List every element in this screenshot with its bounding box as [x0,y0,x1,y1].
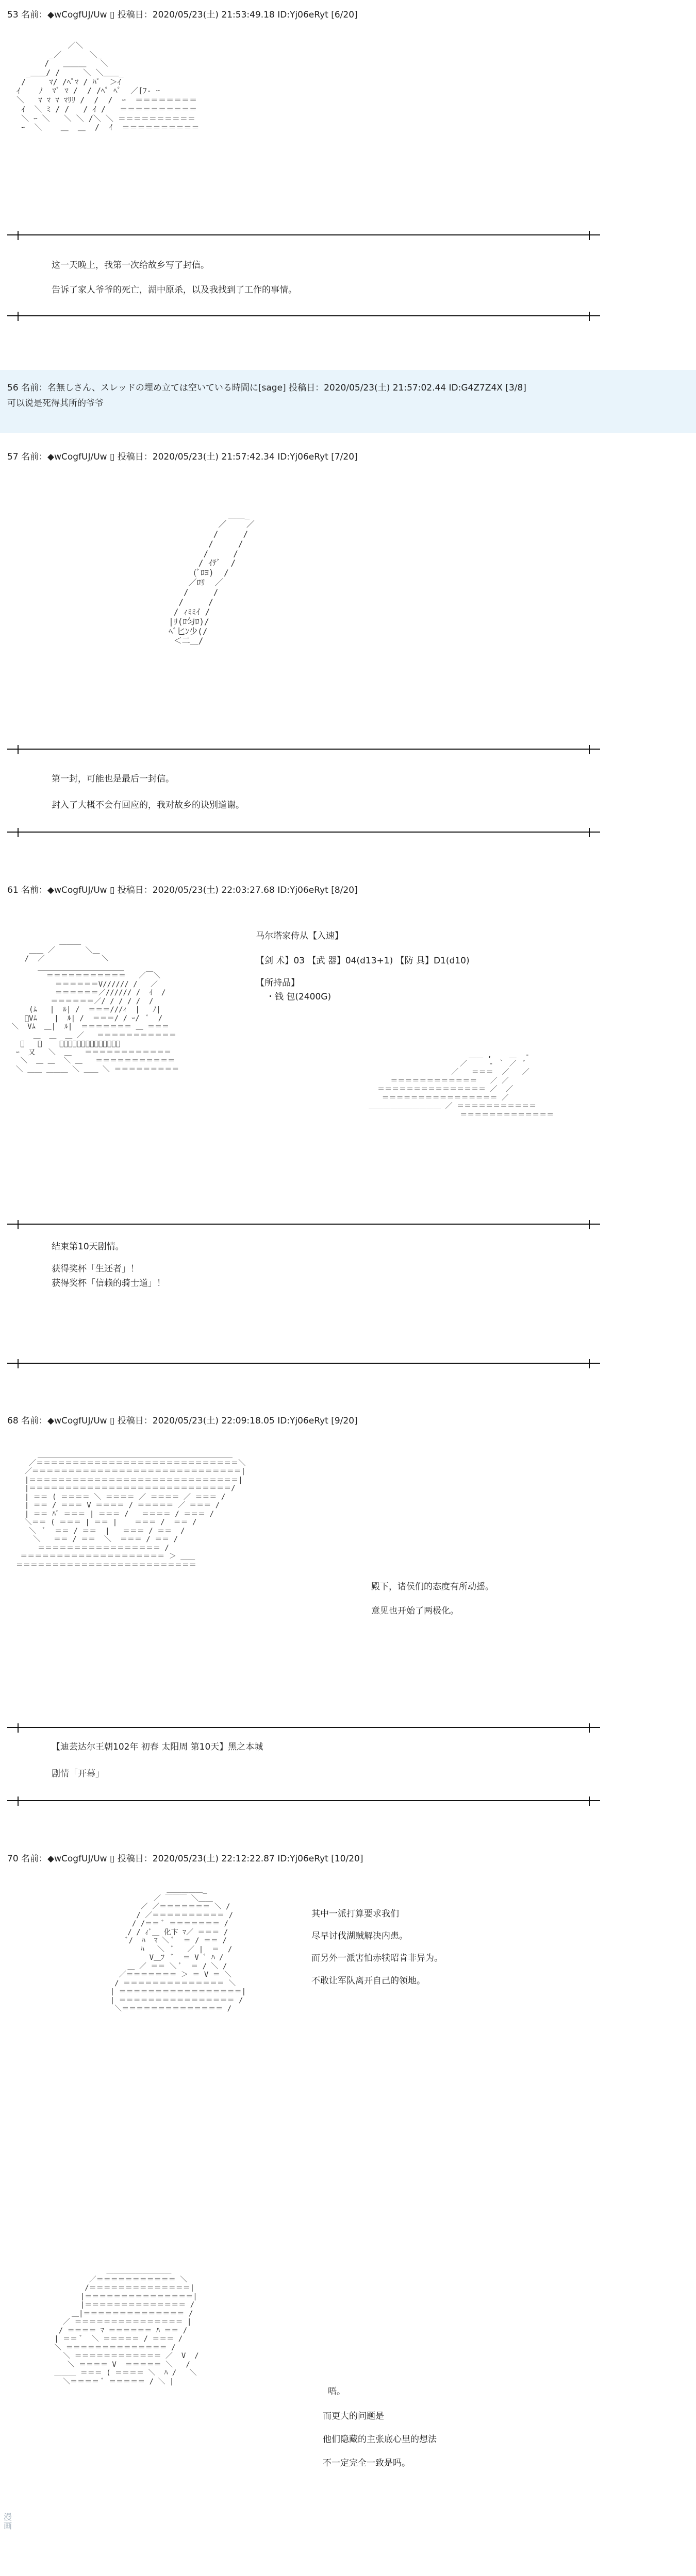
divider [7,1363,600,1364]
ascii-art-figure: ／＼ _／ ＼_ / ＿＿＿ ＼ _＿＿/ / ＼ ＼＿＿_ / ﾏ/ /ﾍﾟﾏ / ﾊﾟ ＞ｲ ｲ ﾉ ﾏﾞ ﾏ / / /ﾍﾟ ﾍﾟ ／[ﾌ- ｰ ＼ ﾏ ﾏ ﾏ ﾏﾘﾘ / / / ｰ ＝＝＝＝＝＝＝＝ ｲ ＼ ﾐ / / / ｲ / ＝＝＝＝＝＝＝＝＝＝ ＼ ｰ ＼ ＼ ＼ /＼ ＼ ＝＝＝＝＝＝＝＝＝＝ ｰ ＼ ＿ ＿ / ｲ ＝＝＝＝＝＝＝＝＝＝ [16,41,200,132]
post-header: 70 名前：◆wCogfUJ/Uw ▯ 投稿日：2020/05/23(土) 22:12:22.87 ID:Yj06eRyt [10/20] [7,1854,363,1864]
post-line: 剧情「开幕」 [52,1769,104,1779]
post-line: 获得奖杯「生还者」！ [52,1264,139,1274]
ascii-art-letter: ＿＿_ ／ ／ / / / / / / / ｲﾃﾞ / (ﾞﾛﾖ) / ／ﾛﾘ ／ / / / / / ｨﾐﾐｲ / |ﾘ(ﾛ匀ﾛ)/ ﾍﾞ匕ﾝ少(/ ＜二＿/ [169,510,255,646]
divider [7,749,600,750]
ascii-art-prince: ＿＿＿＿＿＿＿＿＿ ／＝＝＝＝＝＝＝＝＝＝＝ ＼ /＝＝＝＝＝＝＝＝＝＝＝＝＝＝| |＝＝＝＝＝＝＝＝＝＝＝＝＝＝＝| |＝＝＝＝＝＝＝＝＝＝＝＝＝＝ / ＿|＝＝＝＝＝＝＝＝＝＝＝＝＝＝ / ／ ＝＝＝＝＝＝＝＝＝＝＝＝＝＝＝ | / ＝＝＝＝ ﾏ ＝＝＝＝＝＝ ﾊ ＝＝ / | ＝＝ ﾞ ＼ ＝＝＝＝＝ / ＝＝＝ / ＼ ＝＝＝＝＝＝＝＝＝＝＝＝＝＝ / ＼ ＝＝＝＝＝＝＝＝＝＝＝＝ ／ V / ＼ ＝＝＝＝ V ＝＝＝＝＝ ＼ / ＿＿＿ ＝＝＝ ( ＝＝＝＝ ＼ ﾊ / ＼ ＼＝＝＝＝ ﾞ ＝＝＝＝＝ / ＼ | [54,2267,199,2386]
status-stats: 【剑 术】03 【武 器】04(d13+1) 【防 具】D1(d10) [256,956,470,966]
post-header: 68 名前：◆wCogfUJ/Uw ▯ 投稿日：2020/05/23(土) 22:09:18.05 ID:Yj06eRyt [9/20] [7,1416,358,1426]
reply-highlight [0,370,696,433]
speech-line: 不一定完全一致是吗。 [323,2458,410,2468]
post-line: 结束第10天剧情。 [52,1242,124,1252]
post-line: 可以说是死得其所的爷爷 [7,398,104,409]
speech-line: 其中一派打算要求我们 [311,1909,399,1919]
status-title: 马尔塔家侍从【入速】 [256,931,343,941]
post-line: 封入了大概不会有回应的，我对故乡的诀别道谢。 [52,800,244,810]
post-header: 61 名前：◆wCogfUJ/Uw ▯ 投稿日：2020/05/23(土) 22:03:27.68 ID:Yj06eRyt [8/20] [7,885,358,895]
post-header: 57 名前：◆wCogfUJ/Uw ▯ 投稿日：2020/05/23(土) 21:57:42.34 ID:Yj06eRyt [7/20] [7,452,358,462]
speech-line: 而另外一派害怕赤犊昭肯非异为。 [311,1953,443,1963]
speech-line: 唔。 [328,2386,345,2397]
post-line: 第一封，可能也是最后一封信。 [52,774,174,784]
ascii-art-noble: ＿＿＿＿＿_ ／ ￣￣￣ ＼＿＿ ／ ／＝＝＝＝＝＝＝ ＼ / / ／＝＝＝＝＝＝＝＝＝＝ / / /＝＝ ﾞ ＝＝＝＝＝＝＝ / / / ｨﾞ＿ 化卞 ﾏ／ ＝＝＝ / ﾞ/ ﾊ ﾏ ＼ ﾞ ＝ / ＝＝ / ﾊ ＼ ﾞ ／ | ＝ / V＿ﾌ ﾞ ＝ V ﾞ ﾊ / ＿ ／ ＝＝ ＼ ﾞ ＝ / ＼ / ／＝＝＝＝＝＝＝ ＞ ＝ V ＝ ＼ / ＝＝＝＝＝＝＝＝＝＝＝＝＝＝ ＼ | ＝＝＝＝＝＝＝＝＝＝＝＝＝＝＝＝＝| | ＝＝＝＝＝＝＝＝＝＝＝＝＝＝＝＝ / ＼＝＝＝＝＝＝＝＝＝＝＝＝＝＝ / [110,1886,246,2013]
ascii-art-court: ＿＿＿＿＿＿＿＿＿＿＿＿＿＿＿＿＿＿＿＿＿＿＿＿＿＿＿ ／＝＝＝＝＝＝＝＝＝＝＝＝＝＝＝＝＝＝＝＝＝＝＝＝＝＝＝＝＼ ／＝＝＝＝＝＝＝＝＝＝＝＝＝＝＝＝＝＝＝＝＝＝＝＝＝＝＝＝＝| |＝＝＝＝＝＝＝＝＝＝＝＝＝＝＝＝＝＝＝＝＝＝＝＝＝＝＝＝＝| |＝＝＝＝＝＝＝＝＝＝＝＝＝＝＝＝＝＝＝＝＝＝＝＝＝＝＝＝/ | ＝＝ ( ＝＝＝＝ ＼ ＝＝＝＝ ／ ＝＝＝＝ ／ ＝＝＝ / | ＝＝ / ＝＝＝ V ＝＝＝＝ / ＝＝＝＝＝ ／ ＝＝＝ / | ＝＝ ﾊﾞ ＝＝＝ | ＝＝＝ / ＝＝＝＝ / ＝＝＝ / ＼＝＝ ( ＝＝＝ | ＝＝ | ＝＝＝ / ＝＝ / ＼ ﾞ ＝＝ / ＝＝ | ＝＝＝ / ＝＝ / ＼ ＝＝ / ＝＝ ＼ ＝＝＝ / ＝＝ / ＝＝＝＝＝＝＝＝＝＝＝＝＝＝＝＝＝ / ＝＝＝＝＝＝＝＝＝＝＝＝＝＝＝＝＝＝＝＝ ＞ ＿＿ ＝＝＝＝＝＝＝＝＝＝＝＝＝＝＝＝＝＝＝＝＝＝＝＝＝ [15,1450,246,1569]
post-line: 获得奖杯「信赖的骑士道」！ [52,1278,165,1289]
ascii-art-soldier: ＿＿＿ ＿＿ ／ ＼＿ / ／ ＼ ＿＿＿＿＿＿＿＿＿＿＿＿ ＝＝＝＝＝＝＝＝＝＝＝ ／￣＼ ＝＝＝＝＝＝V////// / ／ ＝＝＝＝＝＝／////// / ｲ / ＝＝＝＝＝＝／/ / / / / / (ﾑ | ﾙ| / ＝＝＝///ｨ | ﾉ| ﾞVﾑ | ﾙ| / ＝＝＝/ / ｰ/ ﾞ / ＼ Vﾑ ＿| ﾙ| ＝＝＝＝＝＝＝ ＿ ＝＝＝ ＿ ＿ ＿ ／ ＝＝＝＝＝＝＝＝＝＝＝ ﾞ ＼ ＝＝＝＝＝＝＝＝＝＝＝＝＝＝ ｰ 又 ＼ ＿ ＝＝＝＝＝＝＝＝＝＝＝＝ ＼ ＿ ＿ ＼ ＿ ＝＝＝＝＝＝＝＝＝＝＝ ＼ ＿＿ ＿＿＿ ＼ ＿＿ ＼ ＝＝＝＝＝＝＝＝＝ [11,938,179,1074]
speech-line: 殿下，诸侯们的态度有所动摇。 [371,1582,494,1592]
site-watermark: 漫画 [3,2512,12,2531]
speech-line: 意见也开始了两极化。 [371,1606,459,1616]
divider [7,1224,600,1225]
post-line: 【迪芸达尔王朝102年 初春 太阳周 第10天】黑之本城 [52,1742,263,1752]
divider [7,832,600,833]
status-item: ・钱 包(2400G) [266,992,332,1002]
post-line: 告诉了家人爷爷的死亡，湖中原杀，以及我找到了工作的事情。 [52,285,297,295]
divider [7,315,600,316]
divider [7,1800,600,1801]
speech-line: 尽早讨伐湖贼解决内患。 [311,1931,408,1941]
status-items-label: 【所持品】 [256,978,300,988]
post-header: 53 名前：◆wCogfUJ/Uw ▯ 投稿日：2020/05/23(土) 21:53:49.18 ID:Yj06eRyt [6/20] [7,10,358,20]
post-line: 这一天晚上，我第一次给故乡写了封信。 [52,260,209,270]
post-header: 56 名前：名無しさん、スレッドの埋め立ては空いている時間に[sage] 投稿日：2020/05/23(土) 21:57:02.44 ID:G4Z7Z4X [3/8] [7,383,526,393]
divider [7,234,600,235]
speech-line: 不敢让军队离开自己的领地。 [311,1976,425,1986]
speech-line: 而更大的问题是 [323,2411,384,2421]
ascii-art-sword: ＿＿ , ＿ ‐ ／ ‐ ｀ ／ ﾞ ／ ＝＝＝ ／ ／ ＝＝＝＝＝＝＝＝＝＝＝＝ ／ ／ ＝＝＝＝＝＝＝＝＝＝＝＝＝＝＝ ／ ／ ＝＝＝＝＝＝＝＝＝＝＝＝＝＝＝＝ ／ ＿＿＿＿＿＿＿＿＿＿ ／ ＝＝＝＝＝＝＝＝＝＝＝ ＝＝＝＝＝＝＝＝＝＝＝＝＝ [369,1051,554,1119]
speech-line: 他们隐藏的主张底心里的想法 [323,2434,437,2445]
divider [7,1727,600,1728]
